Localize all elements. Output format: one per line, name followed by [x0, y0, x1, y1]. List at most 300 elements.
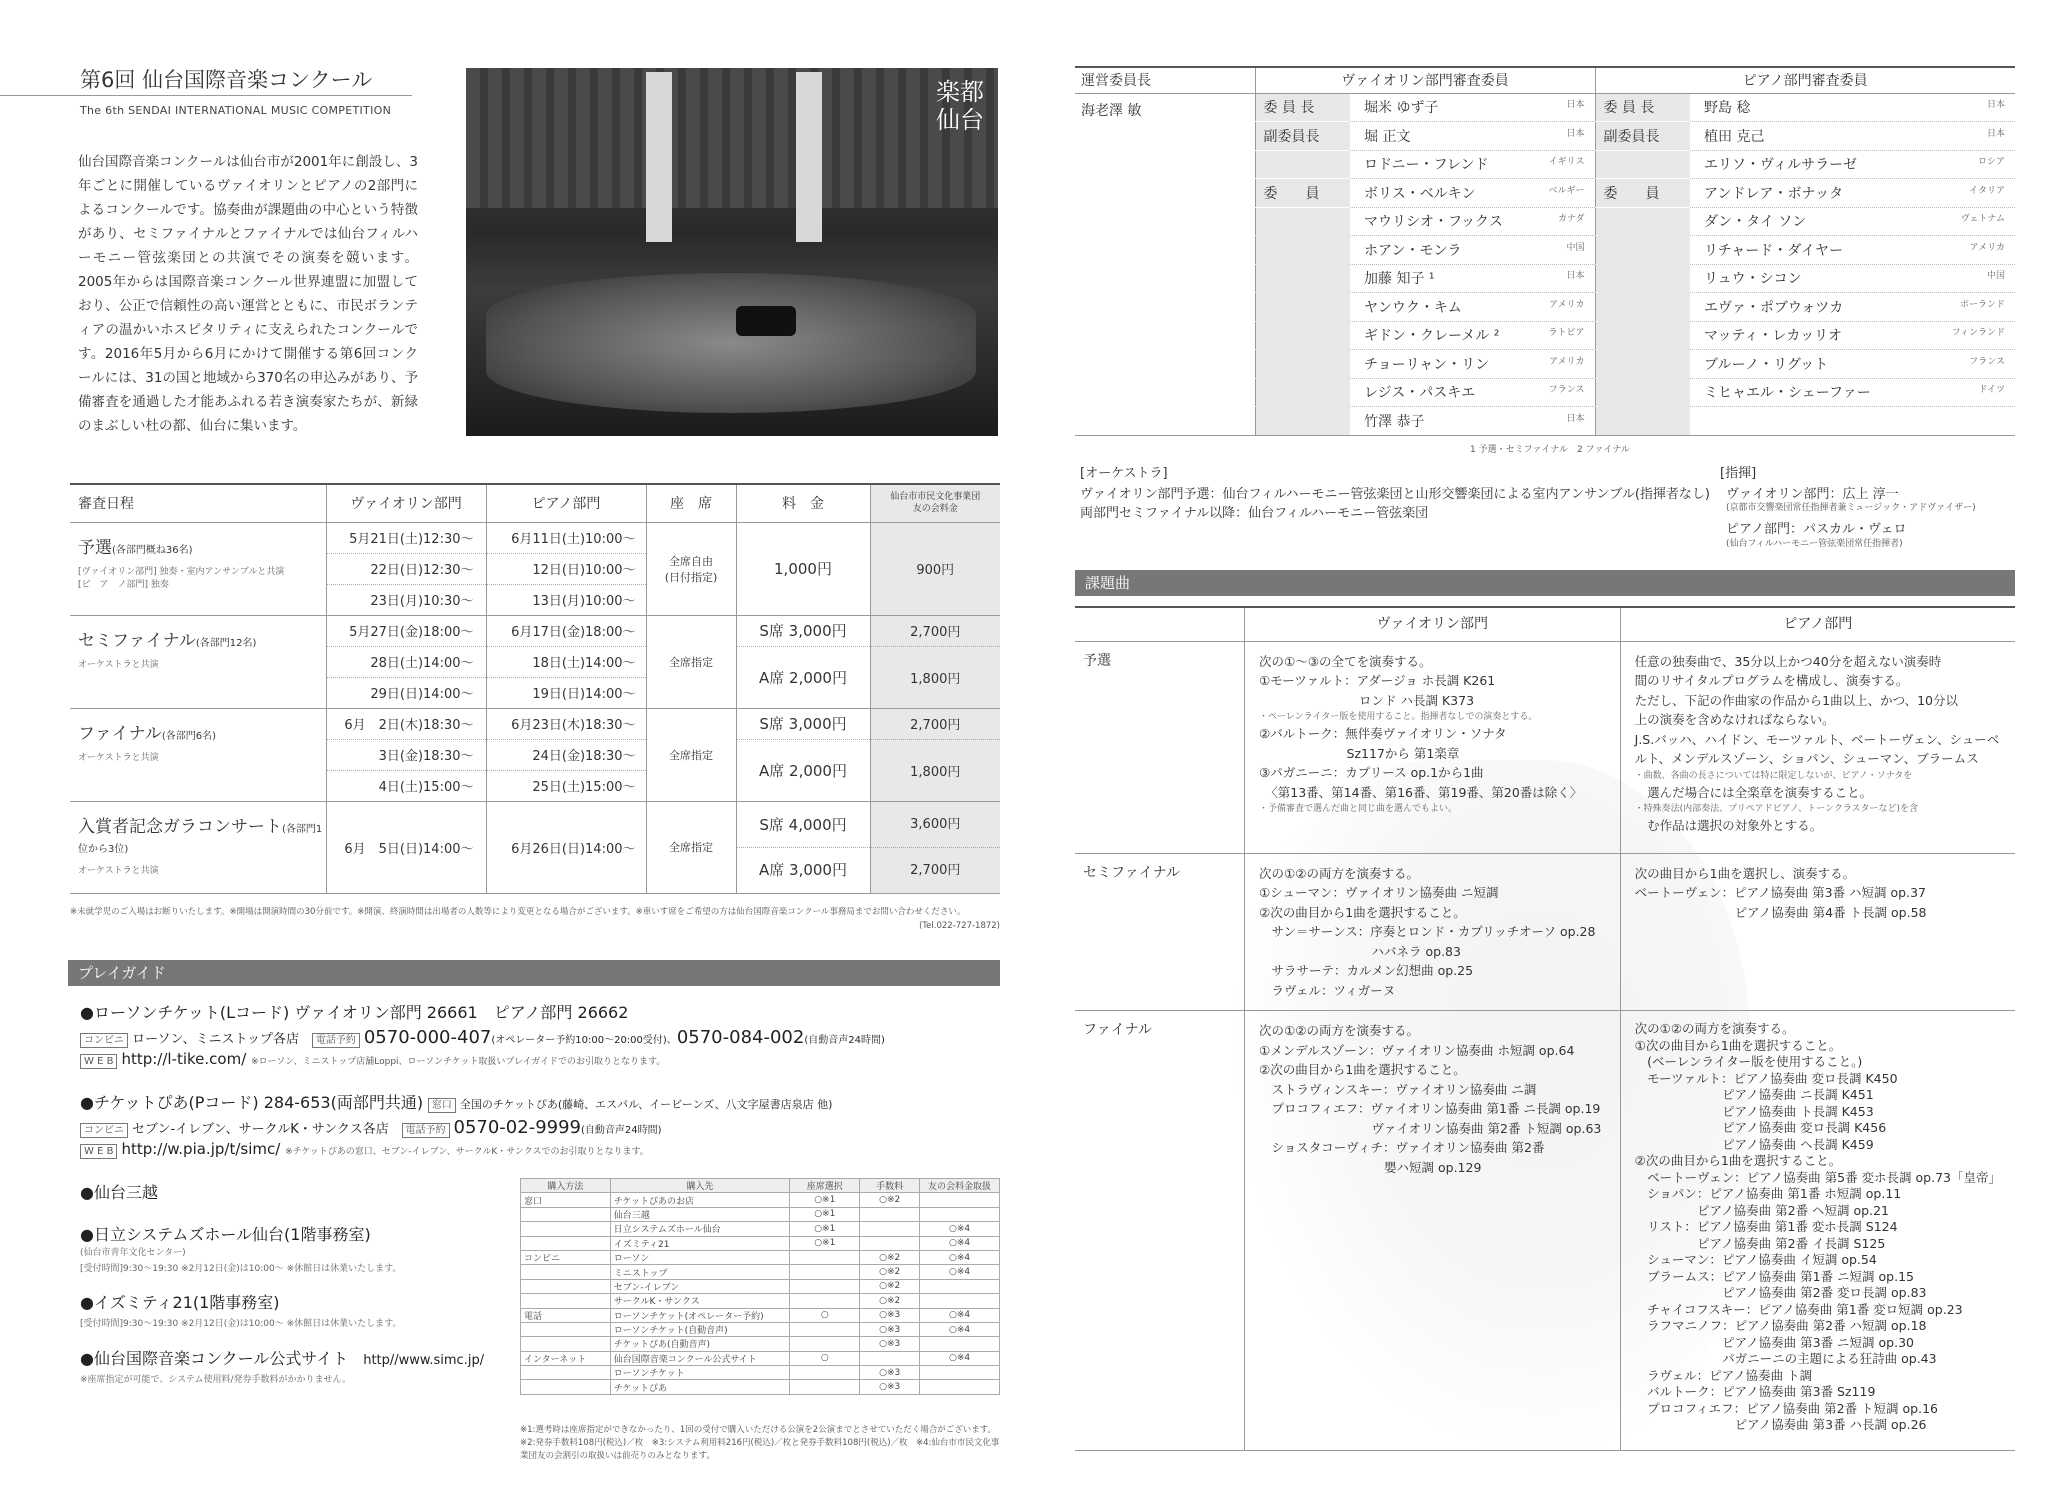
purchase-cell: ○※2 — [860, 1193, 920, 1207]
violin-date: 29日(日)14:00〜 — [326, 677, 486, 708]
jury-member-name: レジス・パスキエ — [1364, 385, 1476, 402]
tag-tel: 電話予約 — [312, 1033, 360, 1048]
piece-line: ラフマニノフ：ピアノ協奏曲 第2番 ハ短調 op.18 — [1634, 1318, 1927, 1333]
purchase-cell: セブン-イレブン — [610, 1279, 790, 1293]
jury-member-country: 日本 — [1986, 100, 2005, 111]
purchase-cell: ○※3 — [860, 1380, 920, 1394]
piece-line: リスト：ピアノ協奏曲 第1番 変ホ長調 S124 — [1634, 1219, 1898, 1234]
jury-role: 委 員 長 — [1595, 93, 1690, 122]
jury-member — [1690, 150, 2015, 179]
jury-member-wrap — [1704, 382, 2015, 402]
violin-date: 28日(土)14:00〜 — [326, 646, 486, 677]
piece-line: ピアノ協奏曲 第3番 ニ短調 op.30 — [1634, 1334, 1914, 1350]
buy-h-method: 購入方法 — [521, 1179, 611, 1193]
piece-line: ・曲数、各曲の長さについては特に限定しないが、ピアノ・ソナタを — [1634, 770, 1913, 781]
piece-line: 選んだ場合には全楽章を演奏すること。 — [1634, 784, 1873, 800]
purchase-cell — [860, 1222, 920, 1236]
hitachi-block — [80, 1222, 401, 1274]
jury-member-name: アンドレア・ボナッタ — [1704, 185, 1844, 202]
pia-conv: セブン-イレブン、サークルK・サンクス各店 — [132, 1122, 389, 1137]
hitachi-sub: (仙台市青年文化センター) — [80, 1248, 186, 1258]
purchase-cell — [920, 1193, 1000, 1207]
purchase-table — [520, 1178, 1000, 1395]
repertoire-table — [1075, 606, 2015, 1451]
jury-member-name: マッティ・レカッリオ — [1704, 328, 1843, 345]
jury-member-country: 中国 — [1566, 242, 1585, 253]
schedule-note — [70, 905, 1000, 933]
repertoire-row — [1075, 641, 2015, 853]
pia-tel-note: (自動音声24時間) — [581, 1125, 662, 1136]
piano-date: 6月23日(木)18:30〜 — [486, 708, 646, 739]
jury-member-wrap — [1704, 211, 2015, 231]
jury-role — [1255, 150, 1350, 179]
purchase-row — [521, 1265, 1000, 1279]
jury-role — [1255, 378, 1350, 407]
purchase-row — [521, 1337, 1000, 1351]
purchase-cell — [860, 1236, 920, 1250]
photo-ceiling — [466, 68, 998, 208]
orchestra-line-2: 両部門セミファイナル以降：仙台フィルハーモニー管弦楽団 — [1080, 506, 1429, 521]
jury-member-country: フィンランド — [1951, 328, 2005, 339]
jury-role — [1595, 407, 1690, 436]
jury-role — [1255, 236, 1350, 265]
piece-line: サン＝サーンス：序奏とロンド・カプリッチオーソ op.28 — [1259, 924, 1596, 939]
jury-member-country: アメリカ — [1969, 242, 2005, 253]
purchase-cell: ○※4 — [920, 1308, 1000, 1322]
jury-member-country: フランス — [1969, 356, 2005, 367]
piece-line: ラヴェル：ピアノ協奏曲 ト調 — [1634, 1367, 1813, 1383]
fee: S席 3,000円 — [736, 708, 870, 739]
jury-role: 副委員長 — [1595, 122, 1690, 151]
jury-h-chair: 運営委員長 — [1075, 67, 1255, 93]
purchase-cell: ○※3 — [860, 1308, 920, 1322]
round-sub: (各部門6名) — [161, 730, 216, 742]
jury-role — [1255, 207, 1350, 236]
purchase-cell: ローソンチケット(自動音声) — [610, 1322, 790, 1336]
purchase-cell: ○※4 — [920, 1322, 1000, 1336]
jury-role — [1595, 236, 1690, 265]
jury-member — [1690, 207, 2015, 236]
jury-role: 委 員 長 — [1255, 93, 1350, 122]
piece-line: ②次の曲目から1曲を選択すること。 — [1259, 904, 1466, 920]
lawson-conv: ローソン、ミニストップ各店 — [132, 1032, 300, 1047]
piece-line: ①メンデルスゾーン：ヴァイオリン協奏曲 ホ短調 op.64 — [1259, 1042, 1575, 1058]
jury-member-name: 植田 克己 — [1704, 128, 1765, 145]
round-note: オーケストラと共演 — [78, 659, 159, 670]
buy-h-seat: 座席選択 — [790, 1179, 860, 1193]
purchase-cell — [521, 1279, 611, 1293]
pia-block — [80, 1090, 832, 1159]
jury-member-name: ホアン・モンラ — [1364, 242, 1462, 259]
pia-web-note: ※チケットぴあの窓口、セブン-イレブン、サークルK・サンクスでのお引取りとなります。 — [285, 1147, 649, 1157]
piano-date: 19日(日)14:00〜 — [486, 677, 646, 708]
lawson-tel-note: (オペレーター予約10:00〜20:00受付)、 — [491, 1035, 677, 1046]
jury-role — [1595, 207, 1690, 236]
seat-type: 全席指定 — [646, 708, 736, 801]
jury-member-wrap — [1704, 126, 2015, 146]
fee: A席 2,000円 — [736, 739, 870, 801]
lawson-web-link[interactable]: http://l-tike.com/ — [121, 1050, 247, 1068]
fee: A席 3,000円 — [759, 860, 847, 879]
piano-date: 12日(日)10:00〜 — [486, 553, 646, 584]
jury-member — [1350, 179, 1595, 208]
jury-member — [1690, 264, 2015, 293]
violin-pieces — [1245, 1011, 1621, 1451]
piano-date: 13日(月)10:00〜 — [486, 584, 646, 615]
round-note: オーケストラと共演 — [78, 752, 159, 763]
jury-member-country: 日本 — [1566, 128, 1585, 139]
piano-date: 6月11日(土)10:00〜 — [486, 522, 646, 553]
jury-member-wrap — [1704, 325, 2015, 345]
piece-line: ブラームス：ピアノ協奏曲 第1番 ニ短調 op.15 — [1634, 1268, 1914, 1284]
photo-banner — [796, 72, 822, 242]
jury-member — [1350, 407, 1595, 436]
piano-date: 6月17日(金)18:00〜 — [486, 615, 646, 646]
piece-line: ショスタコーヴィチ：ヴァイオリン協奏曲 第2番 — [1259, 1140, 1545, 1155]
member-fee: 1,800円 — [870, 739, 1000, 801]
jury-role — [1255, 350, 1350, 379]
purchase-cell: ローソン — [610, 1250, 790, 1264]
jury-member-name: エヴァ・ポブウォツカ — [1704, 299, 1844, 316]
site-block — [80, 1346, 484, 1385]
member-fee: 3,600円 — [871, 802, 1001, 848]
sched-h-fee: 料 金 — [736, 484, 870, 522]
purchase-cell: インターネット — [521, 1351, 611, 1365]
jury-member-wrap — [1704, 268, 2015, 288]
purchase-row — [521, 1250, 1000, 1264]
piece-line: 次の①②の両方を演奏する。 — [1634, 1021, 1795, 1036]
jury-member-wrap — [1364, 382, 1595, 402]
piece-line: ①シューマン：ヴァイオリン協奏曲 ニ短調 — [1259, 885, 1499, 900]
photo-caption: 楽都 仙台 — [936, 78, 984, 134]
jury-role — [1595, 293, 1690, 322]
purchase-cell: ミニストップ — [610, 1265, 790, 1279]
purchase-cell: ○※1 — [790, 1236, 860, 1250]
purchase-cell: ○※4 — [920, 1351, 1000, 1365]
purchase-cell — [920, 1294, 1000, 1308]
seat-type: 全席自由 (日付指定) — [646, 522, 736, 615]
tag-web: W E B — [80, 1144, 117, 1159]
piece-line: ハバネラ op.83 — [1259, 943, 1461, 959]
purchase-cell — [860, 1351, 920, 1365]
purchase-cell: ○※2 — [860, 1265, 920, 1279]
purchase-row — [521, 1193, 1000, 1207]
schedule-row — [70, 801, 1000, 893]
round-name: 予選 — [78, 537, 112, 558]
purchase-row — [521, 1222, 1000, 1236]
piece-line: ストラヴィンスキー：ヴァイオリン協奏曲 ニ調 — [1259, 1081, 1537, 1097]
piano-date: 6月26日(日)14:00〜 — [486, 801, 646, 893]
jury-member-wrap — [1704, 154, 2015, 174]
piece-line: サラサーテ：カルメン幻想曲 op.25 — [1259, 963, 1474, 978]
purchase-cell: イズミティ21 — [610, 1236, 790, 1250]
izumity-title: ●イズミティ21(1階事務室) — [80, 1293, 280, 1312]
rep-h-round — [1075, 607, 1245, 641]
jury-member — [1350, 321, 1595, 350]
sched-h-piano: ピアノ部門 — [486, 484, 646, 522]
piece-line: 嬰ハ短調 op.129 — [1259, 1159, 1482, 1175]
photo-stage — [486, 273, 976, 413]
repertoire-block — [1075, 606, 2015, 1448]
jury-member-country: ドイツ — [1978, 385, 2005, 396]
jury-member-country: アメリカ — [1549, 299, 1585, 310]
violin-pieces — [1245, 641, 1621, 853]
jury-member-wrap — [1364, 268, 1595, 288]
site-link[interactable]: http//www.simc.jp/ — [363, 1353, 485, 1368]
jury-member — [1690, 378, 2015, 407]
piece-line: ベートーヴェン：ピアノ協奏曲 第3番 ハ短調 op.37 — [1634, 885, 1926, 900]
schedule-row — [70, 522, 1000, 553]
piece-line: ラヴェル：ツィガーヌ — [1259, 982, 1396, 998]
pia-tel[interactable]: 0570-02-9999 — [453, 1117, 582, 1138]
jury-member-wrap — [1704, 354, 2015, 374]
orchestra-heading: [オーケストラ] — [1080, 466, 1168, 481]
tag-window: 窓口 — [428, 1098, 456, 1113]
piece-line: バルトーク：ピアノ協奏曲 第3番 Sz119 — [1634, 1384, 1876, 1399]
jury-member-name: マウリシオ・フックス — [1364, 214, 1503, 231]
round-label: 予選 — [1075, 641, 1245, 853]
jury-member-country: ラトビア — [1548, 328, 1585, 339]
purchase-cell: 窓口 — [521, 1193, 611, 1207]
jury-role — [1255, 407, 1350, 436]
tag-web: W E B — [80, 1054, 117, 1069]
jury-member — [1690, 93, 2015, 122]
purchase-cell: ○※4 — [920, 1222, 1000, 1236]
title-rule — [0, 95, 412, 96]
piece-line: 〈第13番、第14番、第16番、第19番、第20番は除く〉 — [1259, 784, 1583, 800]
purchase-cell — [790, 1294, 860, 1308]
jury-member-name: ロドニー・フレンド — [1364, 157, 1489, 174]
piece-line: ②次の曲目から1曲を選択すること。 — [1634, 1153, 1842, 1168]
piano-pieces — [1620, 641, 2015, 853]
piece-line: 上の演奏を含めなければならない。 — [1634, 712, 1835, 727]
piece-line: シューマン：ピアノ協奏曲 イ短調 op.54 — [1634, 1252, 1877, 1267]
purchase-cell — [521, 1222, 611, 1236]
jury-member — [1350, 122, 1595, 151]
jury-member — [1350, 236, 1595, 265]
purchase-row — [521, 1207, 1000, 1221]
buy-h-place: 購入先 — [610, 1179, 790, 1193]
piece-line: パガニーニの主題による狂詩曲 op.43 — [1634, 1351, 1937, 1366]
jury-member-country: ヴェトナム — [1960, 214, 2005, 225]
lawson-web-note: ※ローソン、ミニストップ店舗Loppi、ローソンチケット取扱いプレイガイドでのお引取りとなります。 — [251, 1057, 666, 1067]
jury-member-wrap — [1364, 240, 1595, 260]
purchase-row — [521, 1322, 1000, 1336]
fee: A席 2,000円 — [736, 646, 870, 708]
hitachi-title: ●日立システムズホール仙台(1階事務室) — [80, 1225, 371, 1244]
purchase-row — [521, 1366, 1000, 1380]
purchase-cell: 仙台国際音楽コンクール公式サイト — [610, 1351, 790, 1365]
purchase-cell: チケットぴあ — [610, 1380, 790, 1394]
purchase-cell — [790, 1265, 860, 1279]
piece-line: プロコフィエフ：ヴァイオリン協奏曲 第1番 ニ長調 op.19 — [1259, 1101, 1601, 1116]
purchase-cell: ○※1 — [790, 1207, 860, 1221]
jury-role: 委 員 — [1255, 179, 1350, 208]
piece-line: ・ペーレンライター版を使用すること。指揮者なしでの演奏とする。 — [1259, 712, 1538, 722]
jury-member — [1350, 207, 1595, 236]
purchase-row — [521, 1279, 1000, 1293]
purchase-cell — [860, 1207, 920, 1221]
purchase-cell — [920, 1207, 1000, 1221]
member-fee: 2,700円 — [910, 862, 961, 878]
piece-line: プロコフィエフ：ピアノ協奏曲 第2番 ト短調 op.16 — [1634, 1400, 1938, 1416]
purchase-cell: ○※3 — [860, 1337, 920, 1351]
conductor-violin: ヴァイオリン部門：広上 淳一 — [1726, 487, 1899, 502]
purchase-row — [521, 1236, 1000, 1250]
pia-window: 全国のチケットぴあ(藤崎、エスパル、イービーンズ、八文字屋書店泉店 他) — [459, 1098, 833, 1111]
piece-line: ベートーヴェン：ピアノ協奏曲 第5番 変ホ長調 op.73「皇帝」 — [1634, 1169, 2001, 1185]
purchase-cell — [790, 1250, 860, 1264]
piece-line: チャイコフスキー：ピアノ協奏曲 第1番 変ロ短調 op.23 — [1634, 1301, 1963, 1317]
violin-date: 5月27日(金)18:00〜 — [326, 615, 486, 646]
repertoire-row — [1075, 853, 2015, 1011]
jury-member-country: カナダ — [1557, 214, 1585, 225]
round-sub: (各部門1位から3位) — [78, 823, 323, 855]
jury-member-name: 堀米 ゆず子 — [1364, 100, 1439, 117]
jury-role — [1595, 378, 1690, 407]
purchase-cell — [521, 1366, 611, 1380]
jury-member-wrap — [1364, 325, 1595, 345]
jury-member-country: 中国 — [1986, 271, 2005, 282]
jury-member-wrap — [1364, 183, 1595, 203]
jury-member — [1690, 350, 2015, 379]
member-fee: 2,700円 — [870, 615, 1000, 646]
piece-line: ルト、メンデルスゾーン、ショパン、シューマン、ブラームス — [1634, 751, 1979, 766]
purchase-cell: ○※1 — [790, 1222, 860, 1236]
jury-member — [1690, 236, 2015, 265]
jury-member — [1350, 350, 1595, 379]
purchase-row — [521, 1351, 1000, 1365]
jury-role — [1255, 264, 1350, 293]
jury-member-name: チョーリャン・リン — [1364, 356, 1490, 373]
fee-cell — [736, 801, 870, 893]
purchase-cell: ○ — [790, 1351, 860, 1365]
seat-type: 全席指定 — [646, 801, 736, 893]
purchase-cell — [521, 1236, 611, 1250]
round-sub: (各部門12名) — [195, 637, 257, 649]
jury-member-country: アメリカ — [1549, 356, 1585, 367]
jury-role — [1255, 293, 1350, 322]
piano-date: 18日(土)14:00〜 — [486, 646, 646, 677]
jury-member-country: イギリス — [1548, 157, 1585, 168]
jury-member-wrap — [1364, 97, 1595, 117]
member-fee: 2,700円 — [870, 708, 1000, 739]
piece-line: ピアノ協奏曲 ニ長調 K451 — [1634, 1087, 1874, 1102]
repertoire-row — [1075, 1011, 2015, 1451]
jury-h-piano: ピアノ部門審査委員 — [1595, 67, 2015, 93]
purchase-cell — [521, 1207, 611, 1221]
piece-line: ピアノ協奏曲 第2番 ヘ短調 op.21 — [1634, 1202, 1889, 1218]
jury-member-name: ダン・タイ ソン — [1704, 214, 1807, 231]
piano-pieces — [1620, 853, 2015, 1011]
round-cell — [70, 708, 326, 801]
izumity-hours: [受付時間]9:30〜19:30 ※2月12日(金)は10:00〜 ※休館日は休業いたします。 — [80, 1319, 402, 1329]
lawson-tel2-note: (自動音声24時間) — [804, 1035, 885, 1046]
fee: S席 4,000円 — [737, 802, 870, 848]
jury-member-wrap — [1364, 211, 1595, 231]
round-cell — [70, 801, 326, 893]
jury-member-wrap — [1364, 154, 1595, 174]
purchase-cell: ○※3 — [860, 1322, 920, 1336]
piano-date: 24日(金)18:30〜 — [486, 739, 646, 770]
piano-pieces — [1620, 1011, 2015, 1451]
page-title: 第6回 仙台国際音楽コンクール — [80, 68, 373, 92]
sched-h-date: 審査日程 — [70, 484, 326, 522]
jury-member-wrap — [1364, 354, 1595, 374]
jury-member — [1690, 179, 2015, 208]
piece-line: 次の①②の両方を演奏する。 — [1259, 1023, 1419, 1038]
jury-note: 1 予選・セミファイナル 2 ファイナル — [1470, 445, 1630, 455]
pia-title: ●チケットぴあ(Pコード) 284-653(両部門共通) — [80, 1093, 424, 1112]
purchase-cell: 電話 — [521, 1308, 611, 1322]
jury-member-country: 日本 — [1566, 271, 1585, 282]
violin-date: 3日(金)18:30〜 — [326, 739, 486, 770]
piece-line: 次の①〜③の全てを演奏する。 — [1259, 653, 1432, 669]
purchase-cell: ローソンチケット — [610, 1366, 790, 1380]
fee: 1,000円 — [736, 522, 870, 615]
jury-member-name: リチャード・ダイヤー — [1704, 242, 1844, 259]
pia-web-link[interactable]: http://w.pia.jp/t/simc/ — [121, 1140, 281, 1158]
jury-role — [1595, 150, 1690, 179]
purchase-cell: ○ — [790, 1308, 860, 1322]
jury-member-name: 野島 稔 — [1704, 100, 1751, 117]
buy-h-member: 友の会料金取扱 — [920, 1179, 1000, 1193]
violin-date: 23日(月)10:30〜 — [326, 584, 486, 615]
jury-member-country: ベルギー — [1548, 185, 1585, 196]
round-cell — [70, 615, 326, 708]
sched-h-member: 仙台市市民文化事業団 友の会料金 — [870, 484, 1000, 522]
jury-role — [1255, 321, 1350, 350]
jury-member-wrap — [1364, 411, 1595, 431]
jury-table — [1075, 66, 2015, 436]
purchase-cell — [521, 1322, 611, 1336]
piece-line: ピアノ協奏曲 第2番 イ長調 S125 — [1634, 1235, 1886, 1251]
jury-member-name: エリソ・ヴィルサラーゼ — [1704, 157, 1857, 174]
purchase-cell: コンビニ — [521, 1250, 611, 1264]
piece-line: 次の曲目から1曲を選択し、演奏する。 — [1634, 865, 1856, 881]
lawson-tel2[interactable]: 0570-084-002 — [676, 1027, 805, 1048]
purchase-row — [521, 1294, 1000, 1308]
piece-line: Sz117から 第1楽章 — [1259, 745, 1460, 761]
round-note: オーケストラと共演 — [78, 865, 159, 876]
purchase-cell: ○※4 — [920, 1250, 1000, 1264]
piece-line: ピアノ協奏曲 第4番 ト長調 op.58 — [1634, 904, 1927, 920]
member-fee: 1,800円 — [870, 646, 1000, 708]
jury-role: 委 員 — [1595, 179, 1690, 208]
hitachi-hours: [受付時間]9:30〜19:30 ※2月12日(金)は10:00〜 ※休館日は休業いたします。 — [80, 1264, 402, 1274]
round-name: セミファイナル — [78, 630, 196, 651]
purchase-cell — [790, 1337, 860, 1351]
jury-member-country: ポーランド — [1959, 299, 2005, 310]
purchase-cell: ローソンチケット(オペレーター予約) — [610, 1308, 790, 1322]
jury-member — [1690, 293, 2015, 322]
violin-date: 6月 5日(日)14:00〜 — [326, 801, 486, 893]
rep-h-piano: ピアノ部門 — [1620, 607, 2015, 641]
piano-date: 25日(土)15:00〜 — [486, 770, 646, 801]
jury-member-country: ロシア — [1977, 157, 2005, 168]
piece-line: 間のリサイタルプログラムを構成し、演奏する。 — [1634, 673, 1909, 688]
piece-line: J.S.バッハ、ハイドン、モーツァルト、ベートーヴェン、シューベ — [1634, 731, 2000, 747]
jury-member-wrap — [1704, 97, 2015, 117]
member-fee: 900円 — [870, 522, 1000, 615]
jury-member-country: イタリア — [1968, 185, 2005, 196]
lawson-tel[interactable]: 0570-000-407 — [363, 1027, 492, 1048]
jury-h-violin: ヴァイオリン部門審査委員 — [1255, 67, 1595, 93]
piece-line: ヴァイオリン協奏曲 第2番 ト短調 op.63 — [1259, 1120, 1602, 1136]
purchase-cell: ○※1 — [790, 1193, 860, 1207]
jury-member-name: ミヒャエル・シェーファー — [1704, 385, 1871, 402]
piece-line: (ベーレンライター版を使用すること。) — [1634, 1054, 1863, 1069]
